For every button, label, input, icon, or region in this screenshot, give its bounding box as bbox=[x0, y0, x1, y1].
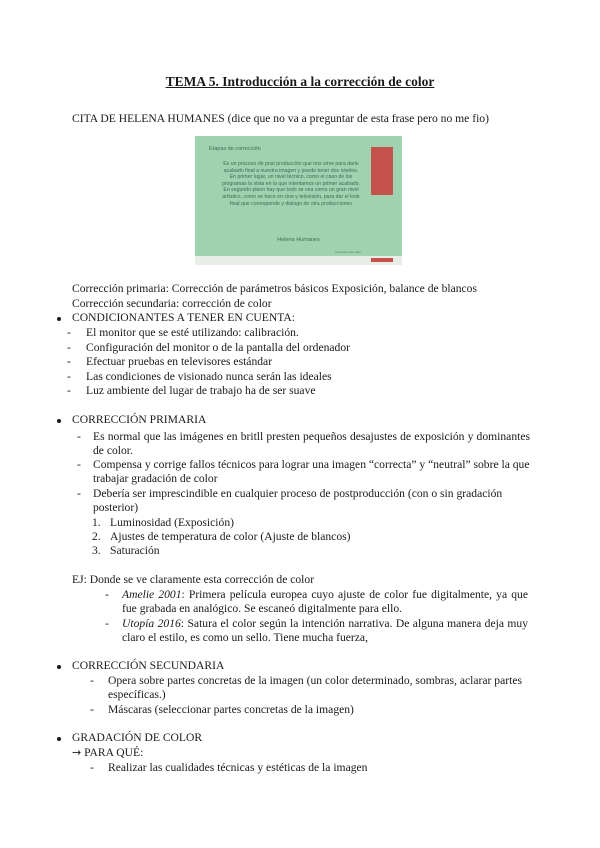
example-item-amelie: Amelie 2001: Primera película europea cuyo ajuste de color fue digitalmente, ya que fue grabada en analógico. Se escaneó digitalmente para ello. bbox=[122, 588, 528, 615]
film-title: Amelie 2001 bbox=[122, 588, 182, 601]
slide-accent-bar bbox=[371, 147, 393, 195]
list-item: El monitor que se esté utilizando: calibración. bbox=[86, 326, 299, 339]
dash-icon: - bbox=[67, 355, 71, 368]
section-heading-gradacion: GRADACIÓN DE COLOR bbox=[72, 731, 203, 744]
list-item: Es normal que las imágenes en britll presten pequeños desajustes de exposición y dominantes de color. bbox=[93, 430, 530, 457]
bullet-icon bbox=[57, 737, 61, 741]
intro-line-secundaria: Corrección secundaria: corrección de color bbox=[72, 297, 272, 310]
dash-icon: - bbox=[105, 588, 109, 601]
section-heading-condicionantes: CONDICIONANTES A TENER EN CUENTA: bbox=[72, 311, 295, 324]
subheading-para-que: → PARA QUÉ: bbox=[72, 746, 144, 759]
page-title: TEMA 5. Introducción a la corrección de color bbox=[165, 74, 435, 89]
slide-author: Helena Humanes bbox=[277, 237, 320, 243]
dash-icon: - bbox=[77, 487, 81, 500]
list-item: Opera sobre partes concretas de la imagen (un color determinado, sombras, aclarar partes específicas.) bbox=[108, 674, 522, 701]
dash-icon: - bbox=[67, 384, 71, 397]
dash-icon: - bbox=[77, 458, 81, 471]
bullet-icon bbox=[57, 419, 61, 423]
arrow-right-icon: → bbox=[72, 746, 82, 759]
slide-footer-accent bbox=[371, 258, 393, 262]
number-marker: 3. bbox=[92, 544, 101, 557]
dash-icon: - bbox=[67, 326, 71, 339]
list-item: Configuración del monitor o de la pantalla del ordenador bbox=[86, 341, 350, 354]
list-item: Las condiciones de visionado nunca serán las ideales bbox=[86, 370, 332, 383]
dash-icon: - bbox=[90, 674, 94, 687]
dash-icon: - bbox=[105, 617, 109, 630]
bullet-icon bbox=[57, 665, 61, 669]
number-marker: 1. bbox=[92, 516, 101, 529]
film-title: Utopía 2016 bbox=[122, 617, 181, 630]
bullet-icon bbox=[57, 317, 61, 321]
numbered-item: Luminosidad (Exposición) bbox=[110, 516, 234, 529]
lecture-slide-photo bbox=[195, 136, 402, 265]
number-marker: 2. bbox=[92, 530, 101, 543]
list-item: Realizar las cualidades técnicas y estéticas de la imagen bbox=[108, 761, 368, 774]
list-item: Luz ambiente del lugar de trabajo ha de ser suave bbox=[86, 384, 316, 397]
dash-icon: - bbox=[67, 370, 71, 383]
numbered-item: Ajustes de temperatura de color (Ajuste de blancos) bbox=[110, 530, 351, 543]
slide-quote-text: Es un proceso de post producción que nos sirve para darle acabado final a nuestra imagen y puede tener dos niveles. En primer lugar, un nivel técnico, como el caso de los programas la vista en la que intentamos un primer acabado. En segundo plano hay que todo se vea como un gran nivel artístico, como se hace en cine y televisión, para dar el look final que corresponde y dialogo de otra producciones bbox=[221, 161, 361, 207]
dash-icon: - bbox=[90, 761, 94, 774]
quote-caption: CITA DE HELENA HUMANES (dice que no va a preguntar de esta frase pero no me fio) bbox=[72, 112, 489, 125]
dash-icon: - bbox=[90, 703, 94, 716]
dash-icon: - bbox=[67, 341, 71, 354]
section-heading-secundaria: CORRECCIÓN SECUNDARIA bbox=[72, 659, 225, 672]
example-item-utopia: Utopía 2016: Satura el color según la intención narrativa. De alguna manera deja muy claro el estilo, es como un sello. Tiene mucha fuerza, bbox=[122, 617, 529, 644]
example-intro: EJ: Donde se ve claramente esta corrección de color bbox=[72, 573, 315, 586]
list-item: Efectuar pruebas en televisores estándar bbox=[86, 355, 273, 368]
slide-footer: Corrección de color bbox=[335, 250, 362, 254]
list-item: Máscaras (seleccionar partes concretas de la imagen) bbox=[108, 703, 354, 716]
list-item: Debería ser imprescindible en cualquier proceso de postproducción (con o sin gradación posterior) bbox=[93, 487, 503, 514]
dash-icon: - bbox=[77, 430, 81, 443]
numbered-item: Saturación bbox=[110, 544, 160, 557]
list-item: Compensa y corrige fallos técnicos para lograr una imagen “correcta” y “neutral” sobre la que trabajar gradación de color bbox=[93, 458, 530, 485]
slide-heading: Etapas de corrección bbox=[209, 146, 261, 152]
intro-line-primaria: Corrección primaria: Corrección de parámetros básicos Exposición, balance de blancos bbox=[72, 282, 477, 295]
section-heading-primaria: CORRECCIÓN PRIMARIA bbox=[72, 413, 207, 426]
